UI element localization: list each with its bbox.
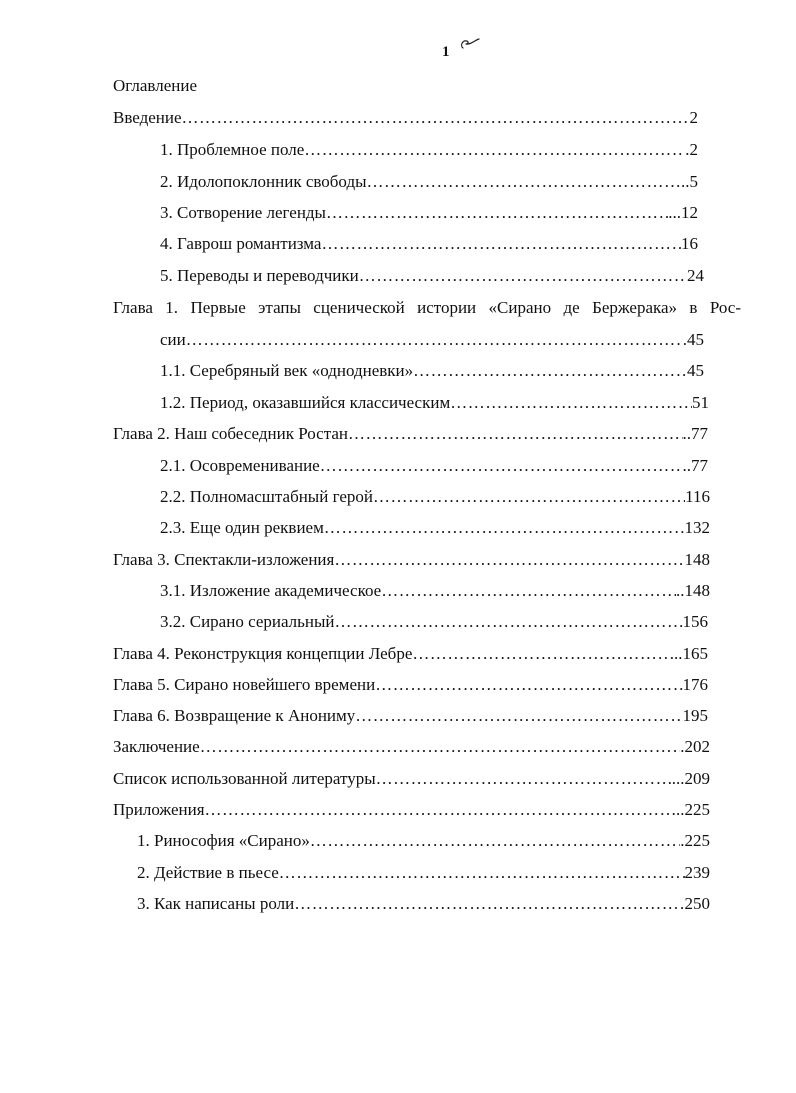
leader-dots	[279, 863, 685, 883]
leader-dots	[205, 800, 676, 820]
leader-dots	[304, 140, 685, 160]
leader-dots	[334, 550, 684, 570]
toc-entry-label: 5. Переводы и переводчики	[160, 266, 359, 285]
toc-entry[interactable]	[160, 581, 710, 605]
toc-entry-label: Приложения	[113, 800, 205, 819]
toc-entry-chapter-6[interactable]	[113, 706, 708, 730]
toc-entry-label: Глава 2. Наш собеседник Ростан	[113, 424, 348, 443]
toc-entry[interactable]	[160, 518, 710, 542]
toc-entry-label: 1.1. Серебряный век «однодневки»	[160, 361, 414, 380]
toc-entry[interactable]	[160, 203, 698, 227]
toc-entry-label: Список использованной литературы	[113, 769, 376, 788]
toc-entry-label: Глава 5. Сирано новейшего времени	[113, 675, 376, 694]
toc-entry-page: ...12	[668, 203, 698, 222]
toc-entry-introduction[interactable]	[113, 108, 698, 132]
toc-entry-label: Глава 6. Возвращение к Анониму	[113, 706, 356, 725]
toc-entry-page: 176	[682, 675, 708, 694]
leader-dots	[412, 644, 669, 664]
leader-dots	[373, 487, 685, 507]
toc-entry-label: Глава 4. Реконструкция концепции Лебре	[113, 644, 413, 663]
leader-dots	[381, 581, 676, 601]
toc-entry-label: 1.2. Период, оказавшийся классическим	[160, 393, 451, 412]
toc-entry-page: ..77	[682, 456, 708, 475]
toc-entry-appendices[interactable]	[113, 800, 710, 824]
toc-entry-page: 250	[684, 894, 710, 913]
leader-dots	[310, 831, 680, 851]
toc-entry-label: Глава 3. Спектакли-изложения	[113, 550, 335, 569]
toc-entry-page: 156	[682, 612, 708, 631]
toc-entry-chapter-2[interactable]	[113, 424, 708, 448]
toc-entry-label: 3. Сотворение легенды	[160, 203, 326, 222]
toc-entry-page: .202	[680, 737, 710, 756]
leader-dots	[335, 612, 683, 632]
toc-entry-label: 3.2. Сирано сериальный	[160, 612, 335, 631]
toc-entry-page: .225	[680, 831, 710, 850]
toc-title: Оглавление	[113, 76, 197, 95]
leader-dots	[200, 737, 681, 757]
leader-dots	[376, 769, 672, 789]
toc-entry-page: 51	[692, 393, 709, 412]
toc-entry-label: Заключение	[113, 737, 200, 756]
page-number: 1	[442, 44, 450, 60]
toc-entry[interactable]	[160, 393, 709, 417]
toc-entry-page: ..77	[682, 424, 708, 443]
toc-entry-label: 2. Действие в пьесе	[137, 863, 279, 882]
toc-entry-label: 2. Идолопоклонник свободы	[160, 172, 367, 191]
toc-entry-chapter-3[interactable]	[113, 550, 710, 574]
toc-entry[interactable]	[160, 361, 704, 385]
toc-entry-chapter-5[interactable]	[113, 675, 708, 699]
toc-entry-page: 24	[687, 266, 704, 285]
toc-entry-label: 2.2. Полномасштабный герой	[160, 487, 373, 506]
leader-dots	[355, 706, 682, 726]
toc-entry-label: сии	[160, 330, 186, 349]
leader-dots	[367, 172, 681, 192]
toc-entry-page: 2	[689, 108, 698, 127]
toc-entry[interactable]	[137, 831, 710, 855]
leader-dots	[294, 894, 684, 914]
toc-entry[interactable]	[160, 140, 698, 164]
leader-dots	[320, 456, 683, 476]
toc-entry-label: Введение	[113, 108, 182, 127]
toc-entry-page: 45	[687, 361, 704, 380]
leader-dots	[413, 361, 687, 381]
toc-entry-label: 3. Как написаны роли	[137, 894, 295, 913]
toc-entry-page: 195	[682, 706, 708, 725]
toc-entry-chapter-1[interactable]	[160, 330, 704, 354]
toc-entry[interactable]	[160, 172, 698, 196]
leader-dots	[182, 108, 690, 128]
toc-entry-page: ...209	[671, 769, 710, 788]
toc-entry-bibliography[interactable]	[113, 769, 710, 793]
toc-entry-conclusion[interactable]	[113, 737, 710, 761]
toc-entry-page: ..148	[676, 581, 710, 600]
toc-entry-label: 4. Гаврош романтизма	[160, 234, 322, 253]
toc-entry-label: 2.1. Осовременивание	[160, 456, 320, 475]
toc-entry[interactable]	[160, 234, 698, 258]
leader-dots	[321, 234, 681, 254]
toc-entry-label: 3.1. Изложение академическое	[160, 581, 382, 600]
leader-dots	[326, 203, 668, 223]
toc-entry-page: 239	[684, 863, 710, 882]
toc-entry-page: 148	[684, 550, 710, 569]
toc-entry[interactable]	[137, 894, 710, 918]
toc-entry-label: 1. Проблемное поле	[160, 140, 305, 159]
toc-entry-page: .2	[685, 140, 698, 159]
leader-dots	[359, 266, 687, 286]
toc-entry-chapter-1-line1[interactable]: Глава 1. Первые этапы сценической истории «Сирано де Бержерака» в Рос-	[113, 298, 741, 317]
toc-entry[interactable]	[137, 863, 710, 887]
leader-dots	[324, 518, 685, 538]
toc-entry-page: 116	[685, 487, 710, 506]
toc-entry[interactable]	[160, 456, 708, 480]
toc-entry[interactable]	[160, 612, 708, 636]
toc-entry-label: 2.3. Еще один реквием	[160, 518, 324, 537]
toc-entry-page: 16	[681, 234, 698, 253]
toc-entry[interactable]	[160, 487, 710, 511]
toc-entry[interactable]	[160, 266, 704, 290]
leader-dots	[375, 675, 682, 695]
toc-entry-page: ...165	[669, 644, 708, 663]
toc-entry-chapter-4[interactable]	[113, 644, 708, 668]
leader-dots	[348, 424, 683, 444]
toc-entry-label: 1. Ринософия «Сирано»	[137, 831, 310, 850]
handwritten-mark-icon	[457, 36, 481, 52]
toc-entry-page: ..225	[676, 800, 710, 819]
toc-entry-page: ..5	[681, 172, 698, 191]
leader-dots	[450, 393, 692, 413]
leader-dots	[186, 330, 683, 350]
toc-entry-page: .45	[682, 330, 704, 349]
toc-entry-page: 132	[684, 518, 710, 537]
